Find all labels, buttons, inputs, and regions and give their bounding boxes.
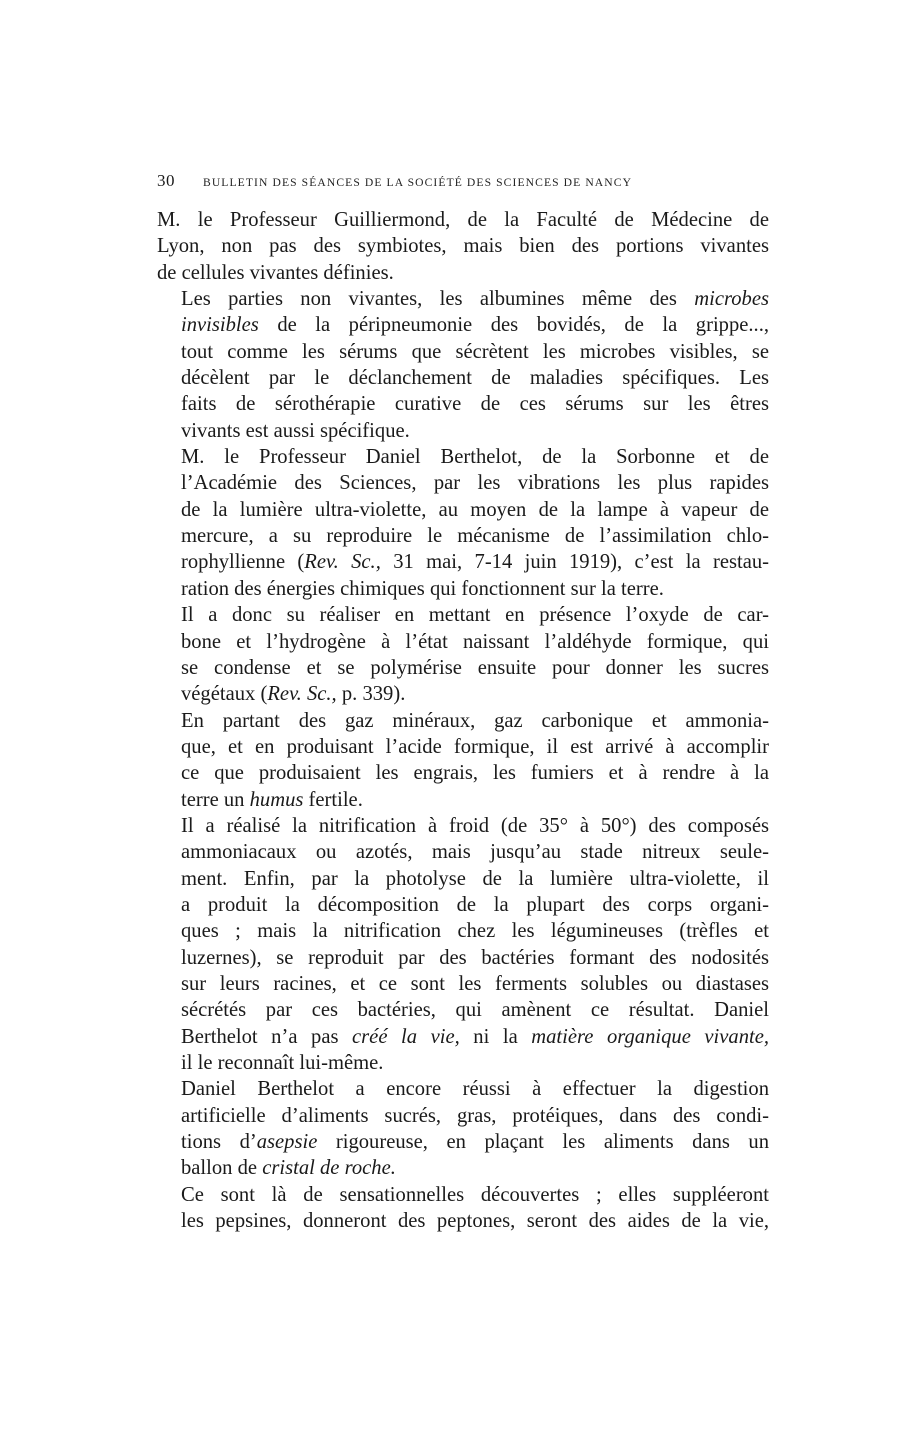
text-line xyxy=(157,1129,769,1155)
italic-text: asepsie xyxy=(256,1131,318,1154)
text-run: Daniel Berthelot a encore réussi à effectuer la digestion xyxy=(181,1078,769,1101)
text-run: Lyon, non pas des symbiotes, mais bien des portions vivantes xyxy=(157,235,769,258)
text-run: il le reconnaît lui-même. xyxy=(181,1052,384,1074)
text-line xyxy=(157,787,769,813)
text-line xyxy=(157,286,769,312)
text-run: ment. Enfin, par la photolyse de la lumière ultra-violette, il xyxy=(181,867,769,890)
text-line xyxy=(157,207,769,233)
text-line xyxy=(157,971,769,997)
text-line xyxy=(157,418,769,444)
paragraph xyxy=(157,286,769,444)
paragraph xyxy=(157,444,769,602)
text-run: l’Académie des Sciences, par les vibrations les plus rapides xyxy=(181,472,769,495)
text-run: p. 339). xyxy=(336,683,406,706)
text-line xyxy=(157,918,769,944)
text-run: ce que produisaient les engrais, les fumiers et à rendre à la xyxy=(181,762,769,785)
text-line xyxy=(157,444,769,470)
paragraph xyxy=(157,1076,769,1181)
text-line xyxy=(157,892,769,918)
paragraph xyxy=(157,207,769,286)
text-line xyxy=(157,655,769,681)
text-run: que, et en produisant l’acide formique, il est arrivé à accomplir xyxy=(181,735,769,758)
text-line xyxy=(157,813,769,839)
text-line xyxy=(157,391,769,417)
text-run: luzernes), se reproduit par des bactéries formant des nodosités xyxy=(181,946,769,969)
text-line xyxy=(157,549,769,575)
text-line xyxy=(157,365,769,391)
text-line xyxy=(157,1103,769,1129)
text-run: végétaux ( xyxy=(181,683,268,706)
text-line xyxy=(157,734,769,760)
text-run: sécrétés par ces bactéries, qui amènent ce résultat. Daniel xyxy=(181,999,769,1022)
paragraph xyxy=(157,813,769,1076)
text-run: fertile. xyxy=(303,788,363,811)
text-run: terre un xyxy=(181,788,250,811)
paragraph xyxy=(157,602,769,707)
text-line xyxy=(157,576,769,602)
text-line xyxy=(157,470,769,496)
italic-text: Rev. Sc., xyxy=(304,551,381,574)
text-run: faits de sérothérapie curative de ces sérums sur les êtres xyxy=(181,393,769,416)
italic-text: Rev. Sc., xyxy=(267,683,337,706)
text-run: ballon de xyxy=(181,1157,263,1180)
text-run: 31 mai, 7-14 juin 1919), c’est la restau- xyxy=(380,551,769,574)
text-line xyxy=(157,523,769,549)
text-line xyxy=(157,497,769,523)
text-run: Ce sont là de sensationnelles découvertes ; elles suppléeront xyxy=(181,1183,769,1206)
text-line xyxy=(157,1208,769,1234)
text-line xyxy=(157,339,769,365)
text-line xyxy=(157,997,769,1023)
text-line xyxy=(157,839,769,865)
text-line xyxy=(157,233,769,259)
text-run: mercure, a su reproduire le mécanisme de l’assimilation chlo- xyxy=(181,525,769,548)
text-line xyxy=(157,602,769,628)
text-run: tout comme les sérums que sécrètent les microbes visibles, se xyxy=(181,340,769,363)
text-line xyxy=(157,866,769,892)
text-run: M. le Professeur Daniel Berthelot, de la Sorbonne et de xyxy=(181,446,769,469)
text-line xyxy=(157,708,769,734)
text-run: décèlent par le déclanchement de maladies spécifiques. Les xyxy=(181,367,769,390)
text-line xyxy=(157,312,769,338)
italic-text: humus xyxy=(249,788,304,811)
italic-text: microbes xyxy=(694,288,769,311)
paragraph xyxy=(157,708,769,813)
text-run: ammoniacaux ou azotés, mais jusqu’au stade nitreux seule- xyxy=(181,841,769,864)
text-run: de cellules vivantes définies. xyxy=(157,261,394,284)
paragraph xyxy=(157,1182,769,1235)
text-run: Il a réalisé la nitrification à froid (de 35° à 50°) des composés xyxy=(181,814,769,837)
text-run: ques ; mais la nitrification chez les légumineuses (trèfles et xyxy=(181,920,769,943)
text-run: bone et l’hydrogène à l’état naissant l’aldéhyde formique, qui xyxy=(181,630,769,653)
text-run: En partant des gaz minéraux, gaz carbonique et ammonia- xyxy=(181,709,769,732)
text-run: sur leurs racines, et ce sont les ferments solubles ou diastases xyxy=(181,972,769,995)
text-run: rophyllienne ( xyxy=(181,551,305,574)
text-line xyxy=(157,1024,769,1050)
italic-text: créé la vie, xyxy=(352,1025,460,1048)
text-line xyxy=(157,945,769,971)
italic-text: invisibles xyxy=(181,314,259,337)
italic-text: matière organique vivante, xyxy=(531,1025,770,1048)
text-run: ni la xyxy=(459,1025,532,1048)
text-run: ration des énergies chimiques qui fonctionnent sur la terre. xyxy=(181,577,664,600)
text-line xyxy=(157,1050,769,1076)
text-line xyxy=(157,629,769,655)
text-run: vivants est aussi spécifique. xyxy=(181,419,410,442)
text-line xyxy=(157,760,769,786)
text-run: a produit la décomposition de la plupart des corps organi- xyxy=(181,893,769,916)
italic-text: cristal de roche. xyxy=(262,1157,396,1180)
text-run: Il a donc su réaliser en mettant en présence l’oxyde de car- xyxy=(181,604,769,627)
text-run: de la lumière ultra-violette, au moyen de la lampe à vapeur de xyxy=(181,498,769,521)
page-number: 30 xyxy=(157,171,175,190)
text-run: tions d’ xyxy=(181,1131,257,1154)
text-run: Les parties non vivantes, les albumines même des xyxy=(181,288,695,311)
text-line xyxy=(157,260,769,286)
body-text xyxy=(157,207,769,1234)
text-line xyxy=(157,1182,769,1208)
text-run: Berthelot n’a pas xyxy=(181,1025,353,1048)
running-header xyxy=(157,171,769,191)
text-run: artificielle d’aliments sucrés, gras, protéiques, dans des condi- xyxy=(181,1104,769,1127)
text-line xyxy=(157,681,769,707)
text-run: se condense et se polymérise ensuite pour donner les sucres xyxy=(181,656,769,679)
running-title: BULLETIN DES SÉANCES DE LA SOCIÉTÉ DES SCIENCES DE NANCY xyxy=(203,176,633,189)
text-run: les pepsines, donneront des peptones, seront des aides de la vie, xyxy=(181,1210,769,1233)
text-run: rigoureuse, en plaçant les aliments dans un xyxy=(317,1131,769,1154)
text-run: M. le Professeur Guilliermond, de la Faculté de Médecine de xyxy=(157,209,769,231)
text-run: de la péripneumonie des bovidés, de la grippe..., xyxy=(258,314,769,337)
text-line xyxy=(157,1076,769,1102)
text-line xyxy=(157,1155,769,1181)
